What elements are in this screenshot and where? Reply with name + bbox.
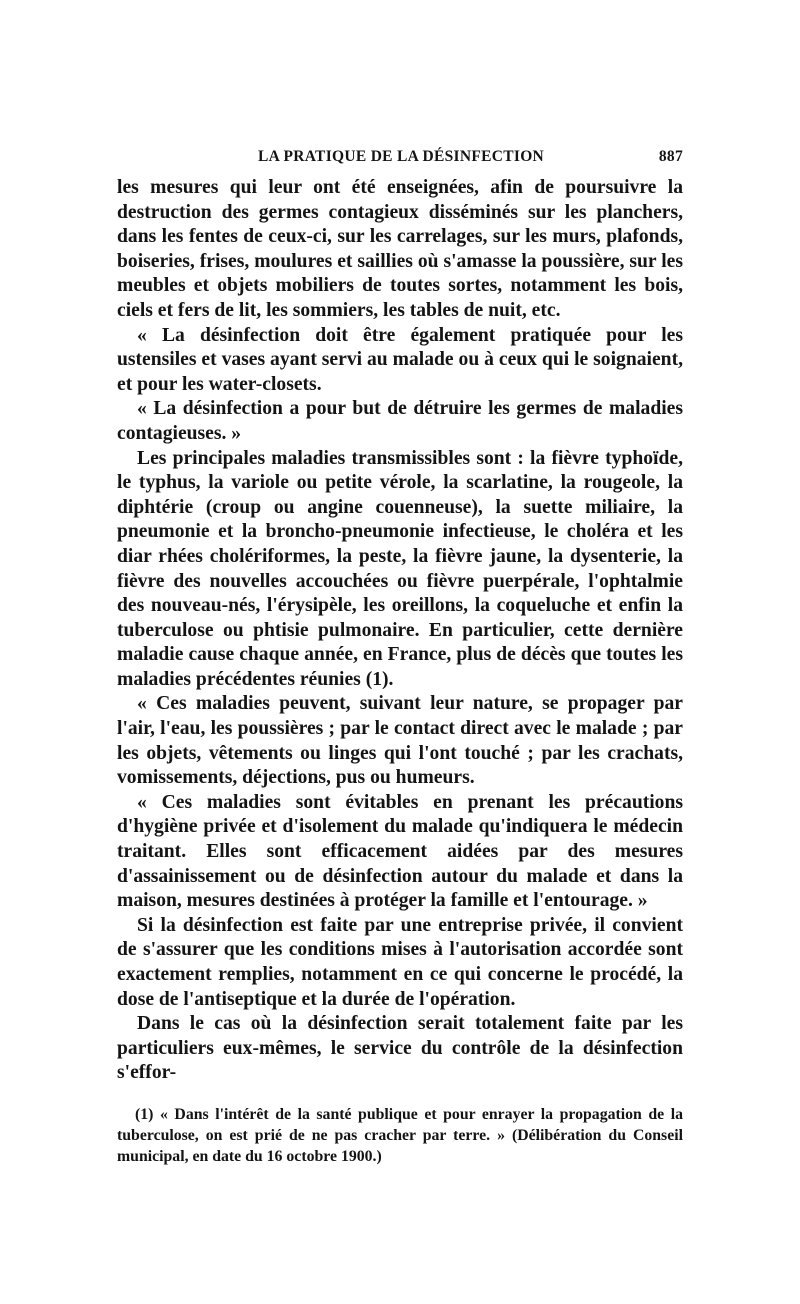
book-page (117, 146, 683, 1167)
paragraph-1: les mesures qui leur ont été enseignées, afin de poursuivre la destruction des germes contagieux disséminés sur les planchers, dans les fentes de ceux-ci, sur les carrelages, sur les murs, plafonds, boiseries, frises, moulures et saillies où s'amasse la poussière, sur les meubles et objets mobiliers de toutes sortes, notamment les bois, ciels et fers de lit, les sommiers, les tables de nuit, etc. (117, 177, 683, 321)
paragraph-6: « Ces maladies sont évitables en prenant les précautions d'hygiène privée et d'isolement du malade qu'indiquera le médecin traitant. Elles sont efficacement aidées par des mesures d'assainissement ou de désinfection autour du malade et dans la maison, mesures destinées à protéger la famille et l'entourage. » (117, 791, 683, 912)
body-text (117, 176, 683, 1086)
paragraph-4: Les principales maladies transmissibles sont : la fièvre typhoïde, le typhus, la variole ou petite vérole, la scarlatine, la rougeole, la diphtérie (croup ou angine couenneuse), la suette miliaire, la pneumonie et la broncho-pneumonie infectieuse, le choléra et les diar rhées cholériformes, la peste, la fièvre jaune, la dysenterie, la fièvre des nouvelles accouchées ou fièvre puerpérale, l'ophtalmie des nouveau-nés, l'érysipèle, les oreillons, la coqueluche et enfin la tuberculose ou phtisie pulmonaire. En particulier, cette dernière maladie cause chaque année, en France, plus de décès que toutes les maladies précédentes réunies (1). (117, 447, 683, 690)
paragraph-8: Dans le cas où la désinfection serait totalement faite par les particuliers eux-mêmes, le service du contrôle de la désinfection s'effor- (117, 1013, 683, 1084)
paragraph-7: Si la désinfection est faite par une entreprise privée, il convient de s'assurer que les conditions mises à l'autorisation accordée sont exactement remplies, notamment en ce qui concerne le procédé, la dose de l'antiseptique et la durée de l'opération. (117, 914, 683, 1010)
paragraph-3: « La désinfection a pour but de détruire les germes de maladies contagieuses. » (117, 398, 683, 444)
paragraph-5: « Ces maladies peuvent, suivant leur nature, se propager par l'air, l'eau, les poussières ; par le contact direct avec le malade ; par les objets, vêtements ou linges qui l'ont touché ; par les crachats, vomissements, déjections, pus ou humeurs. (117, 693, 683, 789)
running-head (117, 146, 683, 172)
footnote: (1) « Dans l'intérêt de la santé publique et pour enrayer la propagation de la tuberculose, on est prié de ne pas cracher par terre. » (Délibération du Conseil municipal, en date du 16 octobre 1900.) (117, 1105, 683, 1165)
page-number: 887 (658, 148, 683, 165)
paragraph-2: « La désinfection doit être également pratiquée pour les ustensiles et vases ayant servi au malade ou à ceux qui le soignaient, et pour les water-closets. (117, 324, 683, 395)
running-title: LA PRATIQUE DE LA DÉSINFECTION (258, 148, 545, 165)
